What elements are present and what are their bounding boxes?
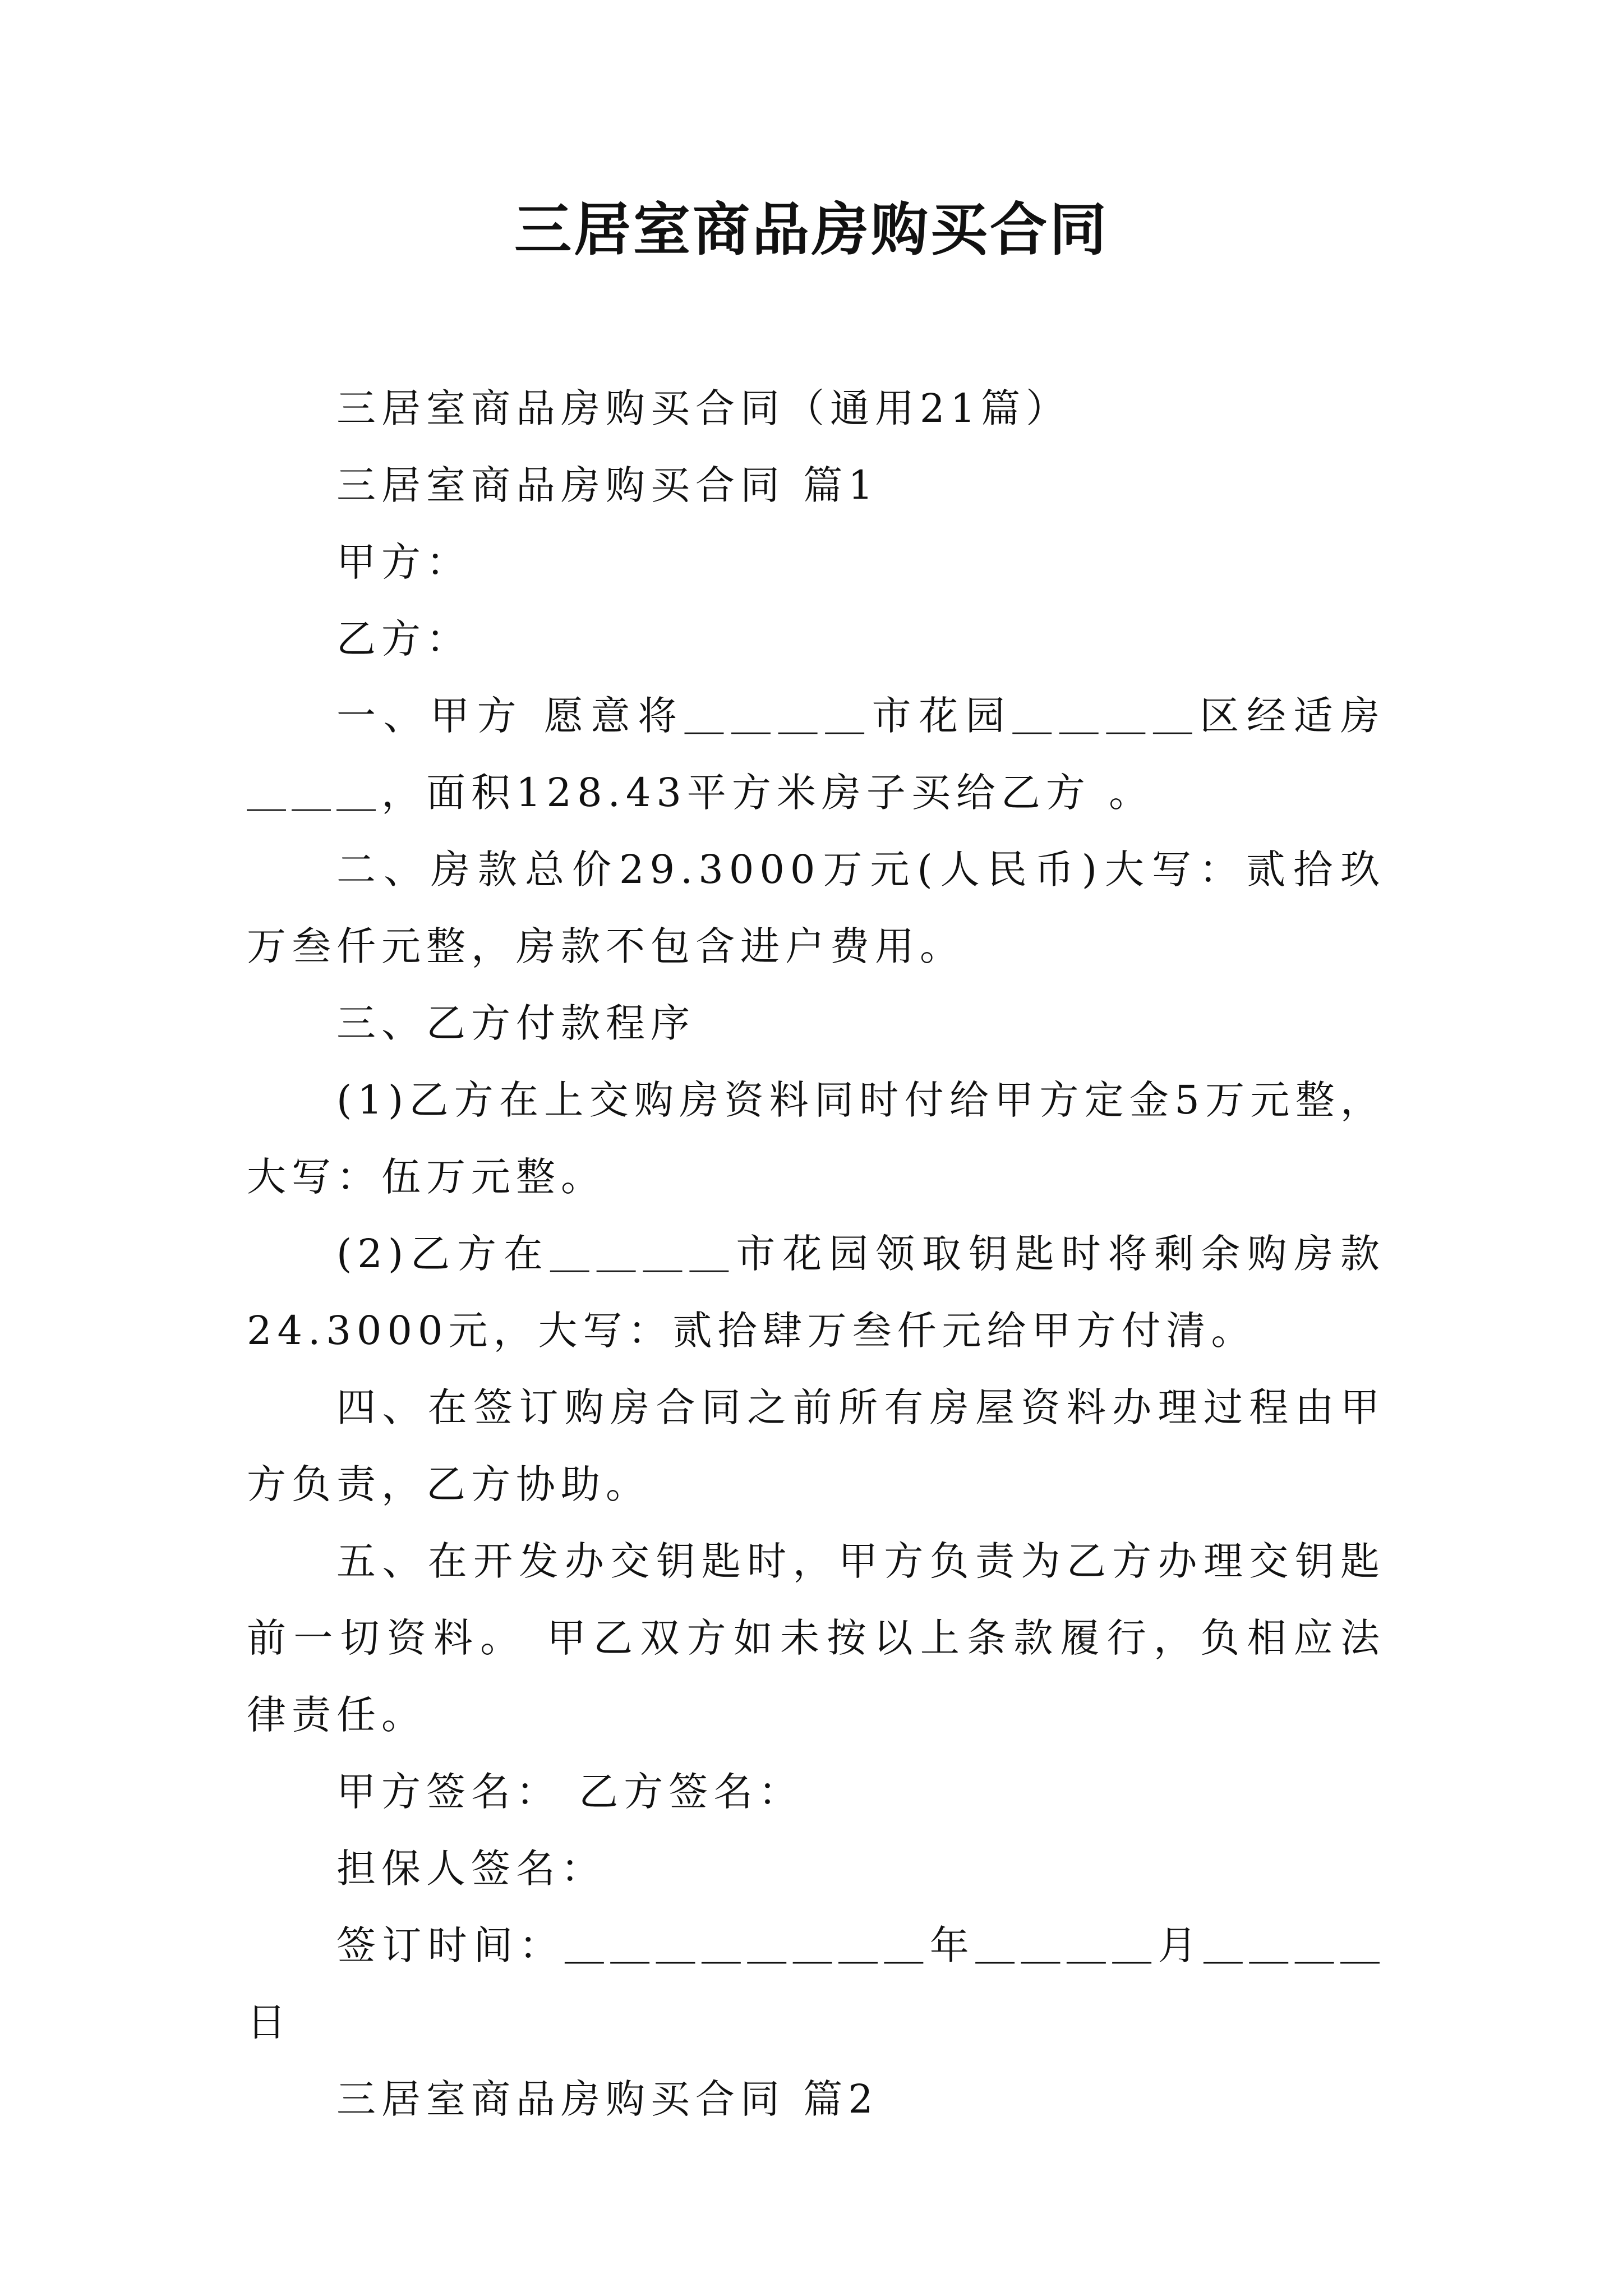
document-body bbox=[247, 370, 1385, 2138]
clause-3-item-2: (2)乙方在＿＿＿＿市花园领取钥匙时将剩余购房款24.3000元，大写：贰拾肆万叁仟元给甲方付清。 bbox=[247, 1231, 1385, 1354]
doc-subtitle: 三居室商品房购买合同（通用21篇） bbox=[336, 385, 1071, 431]
section-heading-1: 三居室商品房购买合同 篇1 bbox=[336, 462, 879, 508]
section-heading-2: 三居室商品房购买合同 篇2 bbox=[336, 2076, 879, 2122]
clause-5: 五、在开发办交钥匙时，甲方负责为乙方办理交钥匙前一切资料。 甲乙双方如未按以上条款履行，负相应法律责任。 bbox=[247, 1538, 1385, 1738]
clause-1: 一、甲方 愿意将＿＿＿＿市花园＿＿＿＿区经适房＿＿＿，面积128.43平方米房子买给乙方 。 bbox=[247, 693, 1385, 816]
guarantor-line: 担保人签名： bbox=[336, 1846, 606, 1892]
clause-2: 二、房款总价29.3000万元(人民币)大写：贰拾玖万叁仟元整，房款不包含进户费用。 bbox=[247, 846, 1385, 969]
party-a-line: 甲方： bbox=[336, 539, 471, 585]
sign-date-line: 签订时间：＿＿＿＿＿＿＿＿年＿＿＿＿月＿＿＿＿日 bbox=[247, 1922, 1385, 2045]
clause-4: 四、在签订购房合同之前所有房屋资料办理过程由甲方负责，乙方协助。 bbox=[247, 1384, 1385, 1507]
clause-3-item-1: (1)乙方在上交购房资料同时付给甲方定金5万元整，大写：伍万元整。 bbox=[247, 1077, 1385, 1200]
party-b-line: 乙方： bbox=[336, 616, 471, 662]
clause-3-heading: 三、乙方付款程序 bbox=[336, 1000, 695, 1046]
document-title: 三居室商品房购买合同 bbox=[514, 196, 1109, 264]
signature-line: 甲方签名： 乙方签名： bbox=[336, 1769, 804, 1815]
